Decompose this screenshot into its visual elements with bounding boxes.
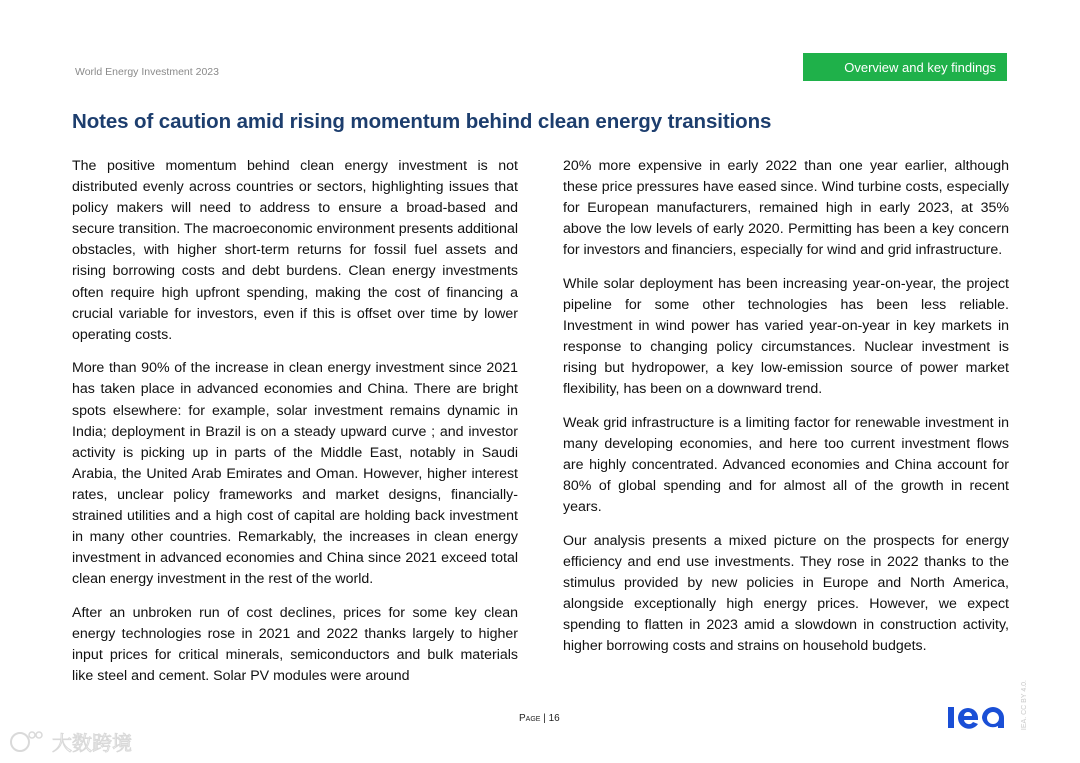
paragraph: More than 90% of the increase in clean energy investment since 2021 has taken place in advanced economies and China. There are bright spots elsewhere: for example, solar investment remains dynamic in India; deployment in Brazil is on a steady upward curve ; and investor activity is picking up in parts of the Middle East, notably in Saudi Arabia, the United Arab Emirates and Oman. However, higher interest rates, unclear policy frameworks and market designs, financially-strained utilities and a high cost of capital are holding back investment in many other countries. Remarkably, the increases in clean energy investment in advanced economies and China since 2021 exceed total clean energy investment in the rest of the world. [72, 360, 518, 588]
paragraph: While solar deployment has been increasing year-on-year, the project pipeline for some other technologies has been less reliable. Investment in wind power has varied year-on-year in key markets in response to changing policy circumstances. Nuclear investment is rising but hydropower, a key low-emission source of power market flexibility, has been on a downward trend. [563, 275, 1009, 398]
paragraph: Weak grid infrastructure is a limiting factor for renewable investment in many developing economies, and here too current investment flows are highly concentrated. Advanced economies and China account for 80% of global spending and for almost all of the growth in recent years. [563, 415, 1009, 516]
page-separator: | [540, 713, 549, 724]
paragraph: The positive momentum behind clean energy investment is not distributed evenly across countries or sectors, highlighting issues that policy makers will need to address to ensure a broad-based and secure transition. The macroeconomic environment presents additional obstacles, with higher short-term returns for fossil fuel assets and rising borrowing costs and debt burdens. Clean energy investments often require high upfront spending, making the cost of financing a crucial variable for investors, even if this is offset over time by lower operating costs. [72, 158, 518, 343]
page-number-value: 16 [548, 713, 560, 724]
running-header: World Energy Investment 2023 [75, 66, 219, 78]
left-column [72, 156, 518, 700]
page-title: Notes of caution amid rising momentum behind clean energy transitions [72, 110, 772, 133]
paragraph: Our analysis presents a mixed picture on the prospects for energy efficiency and end use investments. They rose in 2022 thanks to the stimulus provided by new policies in Europe and North America, alongside exceptionally high energy prices. However, we expect spending to flatten in 2023 amid a slowdown in construction activity, higher borrowing costs and strains on household budgets. [563, 533, 1009, 655]
license-text: IEA. CC BY 4.0. [1021, 680, 1028, 731]
iea-logo-icon [946, 704, 1008, 730]
paragraph: 20% more expensive in early 2022 than one year earlier, although these price pressures have eased since. Wind turbine costs, especially for European manufacturers, remained high in early 2023, at 35% above the low levels of early 2020. Permitting has been a key concern for investors and financiers, especially for wind and grid infrastructure. [563, 158, 1009, 259]
page-number [519, 713, 560, 724]
page-label: Page [519, 713, 541, 724]
watermark-icon [8, 728, 143, 756]
svg-text:大数跨境: 大数跨境 [52, 731, 132, 755]
right-column [563, 156, 1009, 670]
section-tab: Overview and key findings [803, 53, 1007, 81]
paragraph: After an unbroken run of cost declines, prices for some key clean energy technologies rose in 2021 and 2022 thanks largely to higher input prices for critical minerals, semiconductors and bulk materials like steel and cement. Solar PV modules were around [72, 604, 518, 685]
